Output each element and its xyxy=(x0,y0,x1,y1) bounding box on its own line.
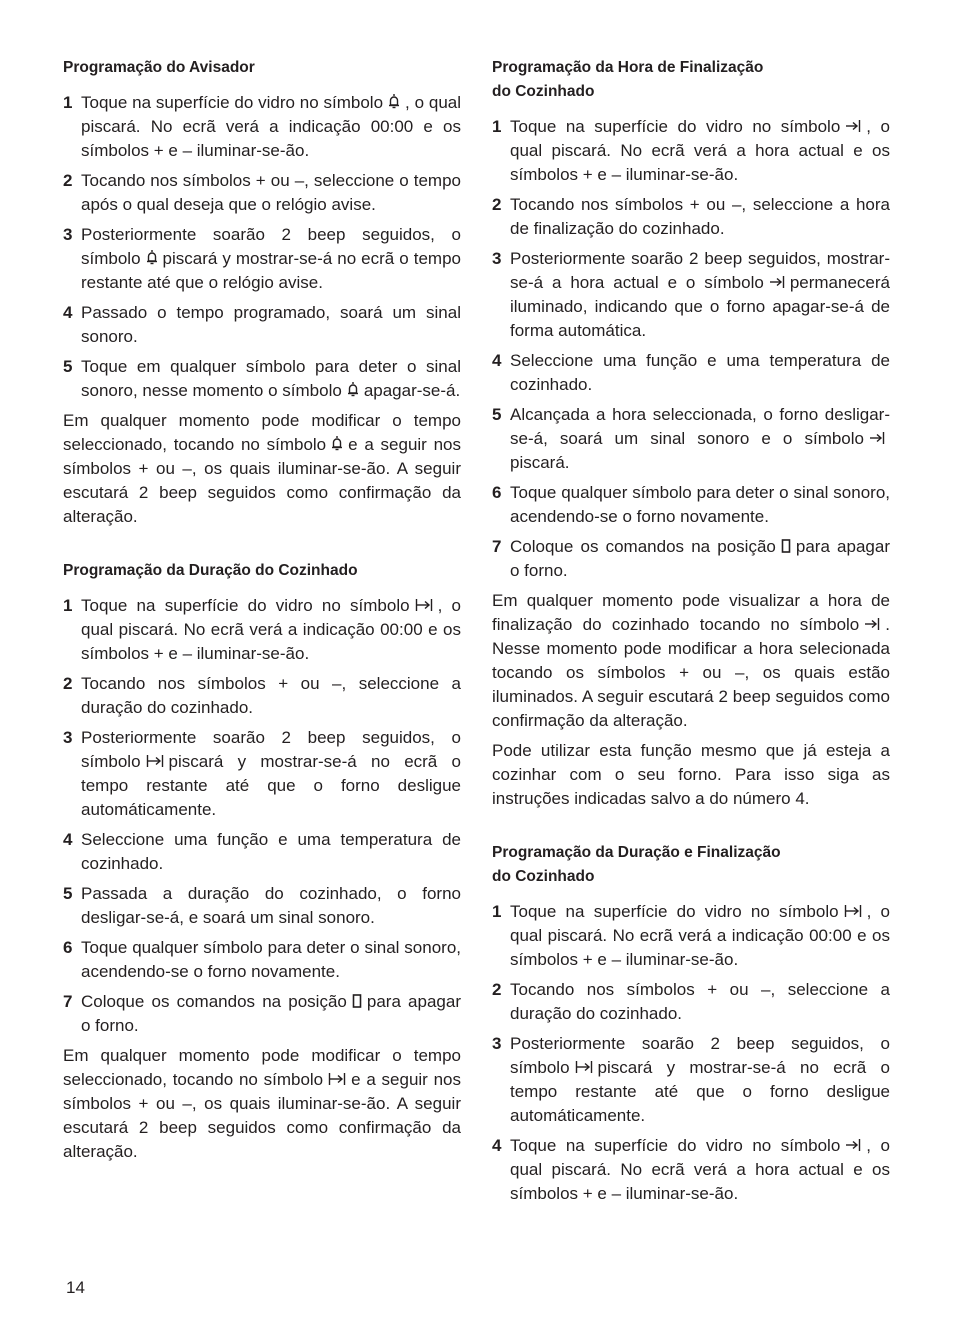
paragraph-text: . Nesse momento pode modificar a hora selecionada tocando os símbolos + ou –, os quais estão iluminados. A seguir escutará 2 beep seguidos como confirmação da alteração. xyxy=(492,615,890,730)
step-text: piscará y mostrar-se-á no ecrã o tempo restante até que o forno desligue automáticamente. xyxy=(510,1058,890,1125)
step-text: piscará. xyxy=(510,453,570,472)
bell-icon xyxy=(146,249,158,265)
step-item xyxy=(492,1032,890,1128)
section-heading xyxy=(492,841,890,889)
step-text: Tocando nos símbolos + ou –, seleccione a duração do cozinhado. xyxy=(81,674,461,717)
step-number: 2 xyxy=(63,171,73,190)
step-number: 3 xyxy=(492,249,502,268)
step-text: piscará y mostrar-se-á no ecrã o tempo restante até que o relógio avise. xyxy=(81,249,461,292)
step-list xyxy=(492,900,890,1206)
heading-line: do Cozinhado xyxy=(492,83,595,100)
step-item xyxy=(63,355,461,403)
step-item xyxy=(63,882,461,930)
step-number: 6 xyxy=(63,938,73,957)
step-text: Coloque os comandos na posição xyxy=(81,992,347,1011)
paragraph-text: Em qualquer momento pode visualizar a hora de finalização do cozinhado tocando no símbolo xyxy=(492,591,890,634)
step-number: 4 xyxy=(63,303,73,322)
step-number: 1 xyxy=(63,596,73,615)
step-text: Posteriormente soarão 2 beep seguidos, o símbolo xyxy=(510,1034,890,1077)
step-text: Toque qualquer símbolo para deter o sinal sonoro, acendendo-se o forno novamente. xyxy=(510,483,890,526)
step-list xyxy=(63,91,461,403)
step-number: 2 xyxy=(492,980,502,999)
step-text: Alcançada a hora seleccionada, o forno desligar-se-á, soará um sinal sonoro e o símbolo xyxy=(510,405,890,448)
section-duracao xyxy=(63,559,461,1164)
section-heading: Programação da Duração do Cozinhado xyxy=(63,562,358,579)
paragraph-text: e a seguir nos símbolos + ou –, os quais iluminar-se-ão. A seguir escutará 2 beep seguidos como confirmação da alteração. xyxy=(63,435,462,526)
step-text: Seleccione uma função e uma temperatura de cozinhado. xyxy=(81,830,461,873)
bell-icon xyxy=(331,435,343,451)
step-item xyxy=(492,247,890,343)
section-hora-final xyxy=(492,56,890,811)
step-item xyxy=(492,535,890,583)
paragraph-text: Em qualquer momento pode modificar o tempo seleccionado, tocando no símbolo xyxy=(63,411,461,454)
page-number: 14 xyxy=(66,1278,85,1297)
step-text: para apagar o forno. xyxy=(81,992,461,1035)
step-number: 2 xyxy=(63,674,73,693)
step-text: Toque em qualquer símbolo para deter o sinal sonoro, nesse momento o símbolo xyxy=(81,357,461,400)
step-text: Tocando nos símbolos + ou –, seleccione o tempo após o qual deseja que o relógio avise. xyxy=(81,171,461,214)
left-column xyxy=(63,56,461,1194)
cooking-duration-icon xyxy=(844,904,862,918)
off-position-icon xyxy=(781,539,791,553)
step-text: Passada a duração do cozinhado, o forno desligar-se-á, e soará um sinal sonoro. xyxy=(81,884,461,927)
right-column xyxy=(492,56,890,1236)
step-text: Toque na superfície do vidro no símbolo xyxy=(510,902,839,921)
step-text: Toque na superfície do vidro no símbolo xyxy=(81,93,384,112)
step-item xyxy=(63,936,461,984)
step-text: , o qual piscará. No ecrã verá a indicação 00:00 e os símbolos + e – iluminar-se-ão. xyxy=(510,902,890,969)
step-number: 2 xyxy=(492,195,502,214)
step-number: 1 xyxy=(492,117,502,136)
step-item xyxy=(63,726,461,822)
step-text: Posteriormente soarão 2 beep seguidos, mostrar-se-á a hora actual e o símbolo xyxy=(510,249,890,292)
step-text: , o qual piscará. No ecrã verá a indicação 00:00 e os símbolos + e – iluminar-se-ão. xyxy=(81,93,462,160)
step-number: 4 xyxy=(492,1136,502,1155)
end-time-icon xyxy=(845,1138,861,1152)
bell-icon xyxy=(388,93,400,109)
step-number: 6 xyxy=(492,483,502,502)
step-text: , o qual piscará. No ecrã verá a hora actual e os símbolos + e – iluminar-se-ão. xyxy=(510,1136,890,1203)
off-position-icon xyxy=(352,994,362,1008)
step-text: , o qual piscará. No ecrã verá a indicação 00:00 e os símbolos + e – iluminar-se-ão. xyxy=(81,596,461,663)
section-duracao-final xyxy=(492,841,890,1206)
step-item xyxy=(492,978,890,1026)
step-text: Toque na superfície do vidro no símbolo xyxy=(510,1136,841,1155)
step-text: para apagar o forno. xyxy=(510,537,890,580)
step-item xyxy=(492,900,890,972)
cooking-duration-icon xyxy=(415,598,433,612)
end-time-icon xyxy=(845,119,861,133)
step-item xyxy=(492,403,890,475)
step-item xyxy=(63,91,461,163)
step-text: Toque na superfície do vidro no símbolo xyxy=(510,117,841,136)
step-item xyxy=(63,990,461,1038)
step-text: Tocando nos símbolos + ou –, seleccione a hora de finalização do cozinhado. xyxy=(510,195,890,238)
step-item xyxy=(63,672,461,720)
step-item xyxy=(63,301,461,349)
step-text: Toque qualquer símbolo para deter o sinal sonoro, acendendo-se o forno novamente. xyxy=(81,938,461,981)
paragraph xyxy=(492,589,890,733)
step-item xyxy=(492,481,890,529)
step-number: 3 xyxy=(492,1034,502,1053)
step-item xyxy=(63,169,461,217)
paragraph xyxy=(63,409,461,529)
section-heading xyxy=(492,56,890,104)
step-text: Toque na superfície do vidro no símbolo xyxy=(81,596,410,615)
step-text: Posteriormente soarão 2 beep seguidos, o símbolo xyxy=(81,225,461,268)
cooking-duration-icon xyxy=(328,1072,346,1086)
step-text: Coloque os comandos na posição xyxy=(510,537,776,556)
cooking-duration-icon xyxy=(146,754,164,768)
step-number: 3 xyxy=(63,728,73,747)
step-item xyxy=(63,223,461,295)
step-item xyxy=(492,1134,890,1206)
step-item xyxy=(492,115,890,187)
step-number: 4 xyxy=(63,830,73,849)
step-number: 5 xyxy=(492,405,502,424)
paragraph-text: Em qualquer momento pode modificar o tempo seleccionado, tocando no símbolo xyxy=(63,1046,461,1089)
step-text: apagar-se-á. xyxy=(363,381,461,400)
step-item xyxy=(63,828,461,876)
step-list xyxy=(492,115,890,583)
paragraph-text: e a seguir nos símbolos + ou –, os quais iluminar-se-ão. A seguir escutará 2 beep seguidos como confirmação da alteração. xyxy=(63,1070,462,1161)
step-text: , o qual piscará. No ecrã verá a hora actual e os símbolos + e – iluminar-se-ão. xyxy=(510,117,890,184)
step-number: 7 xyxy=(63,992,73,1011)
section-avisador xyxy=(63,56,461,529)
end-time-icon xyxy=(769,275,785,289)
step-text: Tocando nos símbolos + ou –, seleccione a duração do cozinhado. xyxy=(510,980,890,1023)
cooking-duration-icon xyxy=(575,1060,593,1074)
heading-line: Programação da Hora de Finalização xyxy=(492,59,764,76)
paragraph: Pode utilizar esta função mesmo que já esteja a cozinhar com o seu forno. Para isso siga as instruções indicadas salvo a do número 4. xyxy=(492,741,890,808)
step-item xyxy=(63,594,461,666)
step-text: piscará y mostrar-se-á no ecrã o tempo restante até que o forno desligue automáticamente. xyxy=(81,752,461,819)
step-text: Posteriormente soarão 2 beep seguidos, o símbolo xyxy=(81,728,461,771)
step-item xyxy=(492,193,890,241)
step-number: 5 xyxy=(63,357,73,376)
bell-icon xyxy=(347,381,359,397)
step-number: 5 xyxy=(63,884,73,903)
heading-line: do Cozinhado xyxy=(492,868,595,885)
step-number: 1 xyxy=(492,902,502,921)
paragraph xyxy=(63,1044,461,1164)
step-number: 7 xyxy=(492,537,502,556)
heading-line: Programação da Duração e Finalização xyxy=(492,844,781,861)
section-heading: Programação do Avisador xyxy=(63,59,255,76)
step-number: 4 xyxy=(492,351,502,370)
end-time-icon xyxy=(869,431,885,445)
step-text: permanecerá iluminado, indicando que o forno apagar-se-á de forma automática. xyxy=(510,273,890,340)
end-time-icon xyxy=(864,617,880,631)
step-item xyxy=(492,349,890,397)
step-text: Passado o tempo programado, soará um sinal sonoro. xyxy=(81,303,461,346)
step-list xyxy=(63,594,461,1038)
step-number: 1 xyxy=(63,93,73,112)
step-text: Seleccione uma função e uma temperatura de cozinhado. xyxy=(510,351,890,394)
step-number: 3 xyxy=(63,225,73,244)
